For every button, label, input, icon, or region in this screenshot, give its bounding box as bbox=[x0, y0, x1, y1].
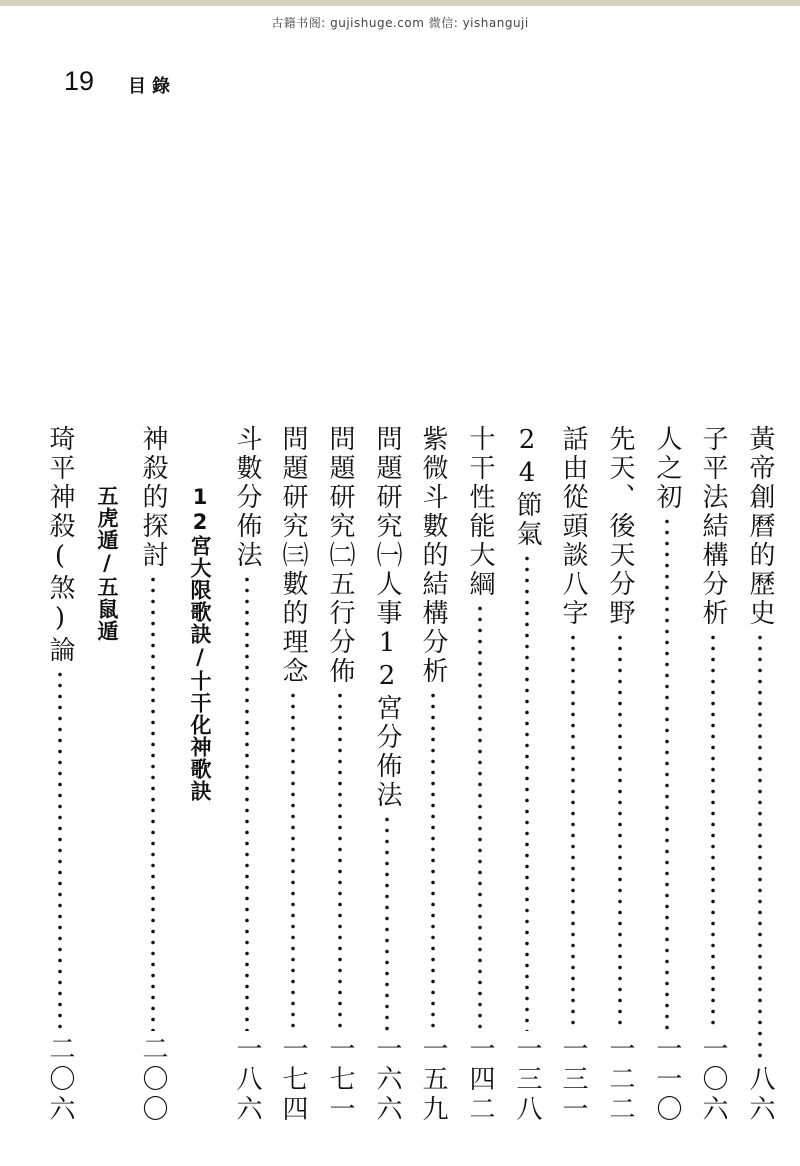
toc-entry bbox=[320, 425, 360, 1125]
toc-entry-page: 一〇六 bbox=[698, 1035, 728, 1125]
toc-entry-page: 一五九 bbox=[418, 1035, 448, 1125]
toc-entry-title: 紫微斗數的結構分析 bbox=[418, 425, 448, 686]
table-of-contents bbox=[40, 425, 780, 1125]
toc-entry bbox=[600, 425, 640, 1125]
leader-dots bbox=[756, 632, 764, 1061]
page-number: 19 bbox=[64, 66, 95, 96]
toc-subentry-title: 12宮大限歌訣/十干化神歌訣 bbox=[188, 485, 212, 802]
toc-entry bbox=[273, 425, 313, 1125]
leader-dots bbox=[616, 632, 624, 1031]
leader-dots bbox=[149, 574, 157, 1031]
toc-entry-page: 一八六 bbox=[232, 1035, 262, 1125]
leader-dots bbox=[383, 814, 391, 1031]
toc-entry-title: 琦平神殺(煞)論 bbox=[45, 425, 75, 665]
leader-dots bbox=[429, 690, 437, 1031]
toc-entry bbox=[413, 425, 453, 1125]
toc-entry bbox=[693, 425, 733, 1125]
leader-dots bbox=[289, 690, 297, 1031]
toc-entry-title: 先天、後天分野 bbox=[605, 425, 635, 628]
top-band bbox=[0, 0, 800, 6]
toc-entry bbox=[367, 425, 407, 1125]
toc-entry bbox=[40, 425, 80, 1125]
toc-entry bbox=[553, 425, 593, 1125]
toc-entry-title: 神殺的探討 bbox=[138, 425, 168, 570]
watermark: 古籍书阁: gujishuge.com 微信: yishanguji bbox=[271, 16, 529, 30]
page-title: 目錄 bbox=[128, 76, 176, 97]
toc-entry-title: 人之初 bbox=[652, 425, 682, 512]
toc-subentry bbox=[180, 425, 220, 1125]
toc-entry-title: 話由從頭談八字 bbox=[558, 425, 588, 628]
toc-subentry-title: 五虎遁/五鼠遁 bbox=[95, 485, 119, 642]
toc-entry-page: 一六六 bbox=[372, 1035, 402, 1125]
toc-entry-page: 一四二 bbox=[465, 1035, 495, 1125]
toc-entry-page: 八六 bbox=[745, 1065, 775, 1125]
toc-entry-title: 24節氣 bbox=[512, 425, 542, 549]
toc-entry bbox=[133, 425, 173, 1125]
leader-dots bbox=[663, 516, 671, 1031]
toc-entry-page: 一二二 bbox=[605, 1035, 635, 1125]
leader-dots bbox=[709, 632, 717, 1031]
leader-dots bbox=[476, 603, 484, 1031]
leader-dots bbox=[523, 553, 531, 1031]
toc-entry-page: 一三八 bbox=[512, 1035, 542, 1125]
toc-entry bbox=[740, 425, 780, 1125]
toc-entry-page: 二〇六 bbox=[45, 1035, 75, 1125]
toc-entry-page: 二〇〇 bbox=[138, 1035, 168, 1125]
toc-entry-title: 十干性能大綱 bbox=[465, 425, 495, 599]
toc-entry-page: 一三一 bbox=[558, 1035, 588, 1125]
toc-entry-title: 問題研究㈠人事12宮分佈法 bbox=[372, 425, 402, 810]
toc-entry-title: 斗數分佈法 bbox=[232, 425, 262, 570]
toc-entry-page: 一一〇 bbox=[652, 1035, 682, 1125]
toc-entry bbox=[647, 425, 687, 1125]
toc-entry bbox=[227, 425, 267, 1125]
toc-entry bbox=[460, 425, 500, 1125]
leader-dots bbox=[243, 574, 251, 1031]
leader-dots bbox=[336, 690, 344, 1031]
toc-entry-page: 一七一 bbox=[325, 1035, 355, 1125]
toc-entry-page: 一七四 bbox=[278, 1035, 308, 1125]
toc-entry bbox=[507, 425, 547, 1125]
toc-subentry bbox=[87, 425, 127, 1125]
toc-entry-title: 子平法結構分析 bbox=[698, 425, 728, 628]
leader-dots bbox=[569, 632, 577, 1031]
toc-entry-title: 問題研究㈢數的理念 bbox=[278, 425, 308, 686]
toc-entry-title: 問題研究㈡五行分佈 bbox=[325, 425, 355, 686]
toc-entry-title: 黃帝創曆的歷史 bbox=[745, 425, 775, 628]
leader-dots bbox=[56, 669, 64, 1031]
